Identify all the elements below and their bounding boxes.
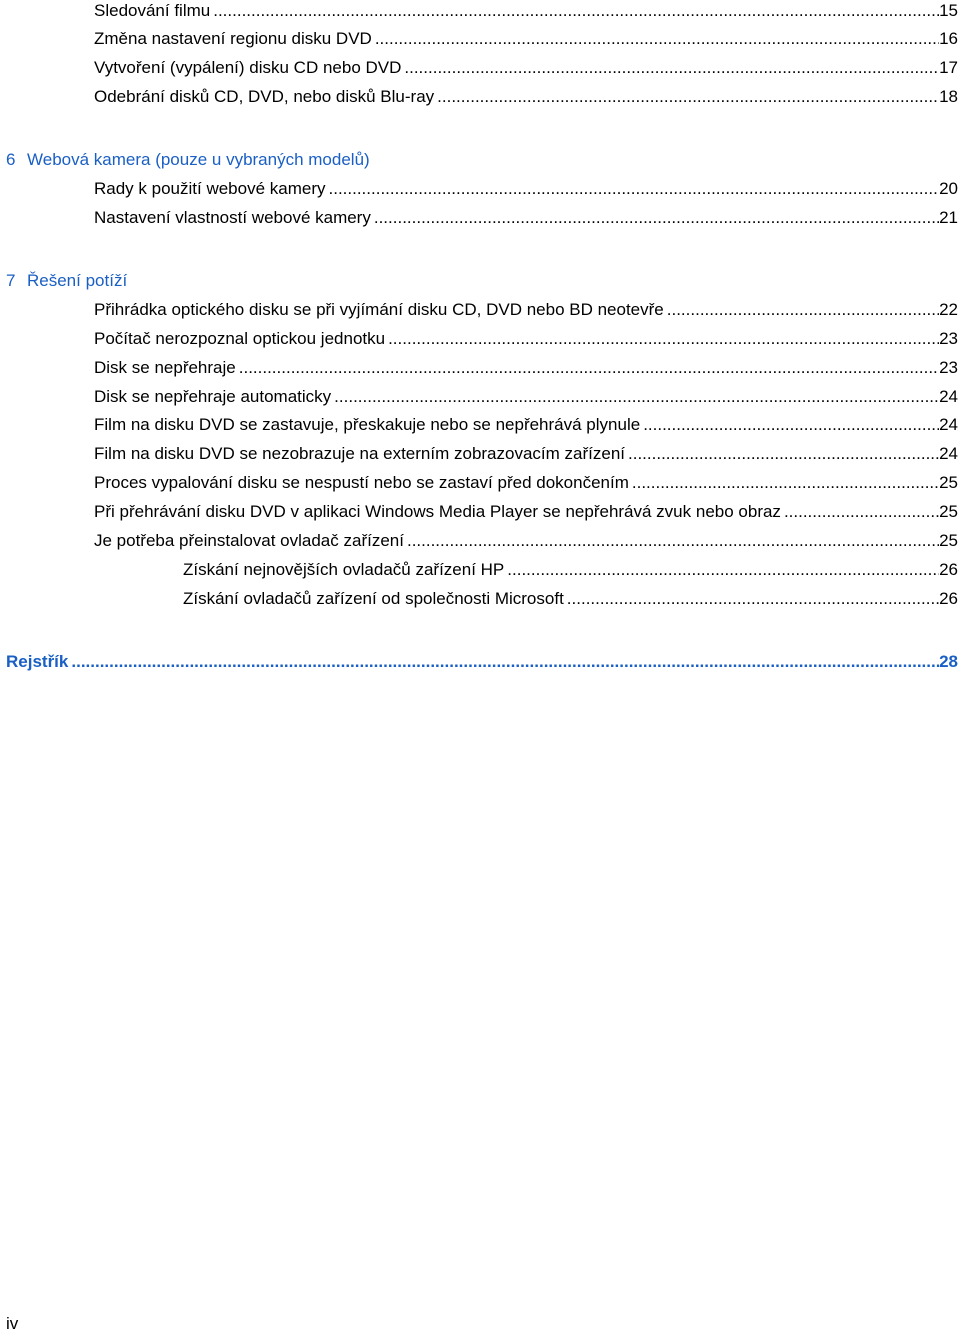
toc-entry[interactable] <box>94 386 958 408</box>
toc-subentry-title: Získání nejnovějších ovladačů zařízení HP <box>183 560 505 579</box>
toc-entry-page: 24 <box>939 444 958 463</box>
toc-entry[interactable] <box>94 299 958 321</box>
leader-dots <box>504 559 939 581</box>
leader-dots <box>404 530 939 552</box>
toc-entry[interactable] <box>94 328 958 350</box>
toc-entry-page: 25 <box>939 531 958 550</box>
toc-entry-title: Přihrádka optického disku se při vyjímání disku CD, DVD nebo BD neotevře <box>94 300 664 319</box>
toc-entry-title: Film na disku DVD se zastavuje, přeskakuje nebo se nepřehrává plynule <box>94 415 641 434</box>
leader-dots <box>401 57 939 79</box>
toc-entry-page: 24 <box>939 387 958 406</box>
toc-entry-page: 21 <box>939 208 958 227</box>
toc-entry[interactable] <box>94 57 958 79</box>
index-page: 28 <box>939 652 958 671</box>
leader-dots <box>331 386 939 408</box>
chapter-heading[interactable] <box>6 270 127 292</box>
toc-entry-page: 22 <box>939 300 958 319</box>
toc-entry[interactable] <box>94 207 958 229</box>
toc-subentry[interactable] <box>183 559 958 581</box>
toc-entry-title: Proces vypalování disku se nespustí nebo se zastaví před dokončením <box>94 473 629 492</box>
toc-entry-title: Počítač nerozpoznal optickou jednotku <box>94 329 386 348</box>
leader-dots <box>625 443 939 465</box>
leader-dots <box>326 178 940 200</box>
chapter-number: 6 <box>6 150 16 169</box>
toc-entry-page: 16 <box>939 29 958 48</box>
leader-dots <box>664 299 939 321</box>
toc-entry[interactable] <box>94 472 958 494</box>
leader-dots <box>385 328 939 350</box>
toc-entry-title: Disk se nepřehraje automaticky <box>94 387 332 406</box>
toc-subentry-page: 26 <box>939 589 958 608</box>
toc-entry[interactable] <box>94 414 958 436</box>
toc-entry-page: 17 <box>939 58 958 77</box>
toc-entry[interactable] <box>94 357 958 379</box>
leader-dots <box>564 588 939 610</box>
leader-dots <box>371 207 939 229</box>
leader-dots <box>372 28 939 50</box>
toc-entry-title: Odebrání disků CD, DVD, nebo disků Blu-ray <box>94 87 435 106</box>
toc-subentry[interactable] <box>183 588 958 610</box>
toc-entry-title: Nastavení vlastností webové kamery <box>94 208 371 227</box>
toc-entry[interactable] <box>94 28 958 50</box>
toc-entry-page: 15 <box>939 1 958 20</box>
toc-subentry-page: 26 <box>939 560 958 579</box>
toc-entry-page: 23 <box>939 329 958 348</box>
index-title: Rejstřík <box>6 652 69 671</box>
page-number: iv <box>6 1314 19 1333</box>
toc-entry[interactable] <box>94 178 958 200</box>
chapter-number: 7 <box>6 271 16 290</box>
leader-dots <box>68 651 939 673</box>
toc-subentry-title: Získání ovladačů zařízení od společnosti Microsoft <box>183 589 564 608</box>
toc-entry-page: 20 <box>939 179 958 198</box>
toc-entry-title: Je potřeba přeinstalovat ovladač zařízení <box>94 531 404 550</box>
toc-entry-title: Při přehrávání disku DVD v aplikaci Windows Media Player se nepřehrává zvuk nebo obraz <box>94 502 781 521</box>
toc-entry-page: 23 <box>939 358 958 377</box>
toc-entry[interactable] <box>94 443 958 465</box>
chapter-title: Řešení potíží <box>27 271 128 290</box>
toc-entry-page: 25 <box>939 502 958 521</box>
leader-dots <box>629 472 939 494</box>
toc-entry-title: Disk se nepřehraje <box>94 358 236 377</box>
toc-entry-page: 24 <box>939 415 958 434</box>
toc-entry-title: Změna nastavení regionu disku DVD <box>94 29 372 48</box>
leader-dots <box>236 357 939 379</box>
toc-entry[interactable] <box>94 86 958 108</box>
leader-dots <box>434 86 939 108</box>
toc-entry-page: 18 <box>939 87 958 106</box>
toc-entry-title: Film na disku DVD se nezobrazuje na externím zobrazovacím zařízení <box>94 444 626 463</box>
toc-entry-title: Vytvoření (vypálení) disku CD nebo DVD <box>94 58 402 77</box>
chapter-title: Webová kamera (pouze u vybraných modelů) <box>27 150 370 169</box>
leader-dots <box>781 501 939 523</box>
toc-entry-page: 25 <box>939 473 958 492</box>
toc-index-entry[interactable] <box>6 651 958 673</box>
chapter-heading[interactable] <box>6 149 370 171</box>
toc-entry[interactable] <box>94 530 958 552</box>
toc-entry-title: Sledování filmu <box>94 1 211 20</box>
leader-dots <box>210 0 939 22</box>
toc-entry-title: Rady k použití webové kamery <box>94 179 326 198</box>
toc-entry[interactable] <box>94 0 958 22</box>
leader-dots <box>640 414 939 436</box>
toc-entry[interactable] <box>94 501 958 523</box>
